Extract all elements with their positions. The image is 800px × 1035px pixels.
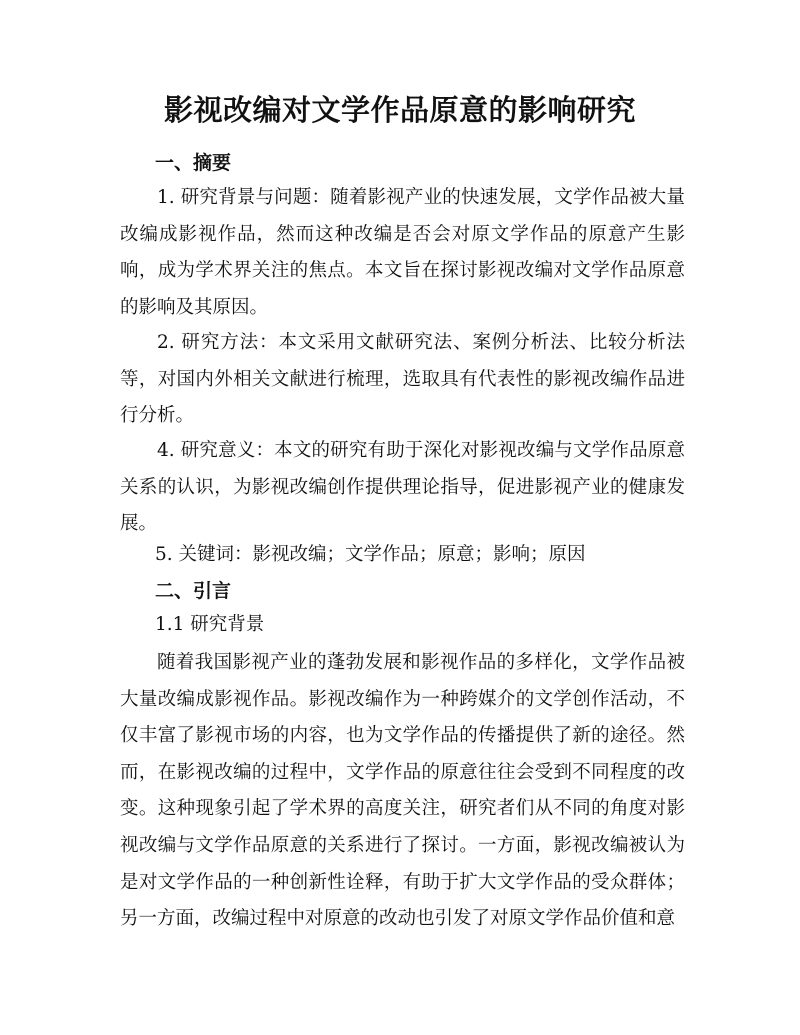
- abstract-paragraph-background: 1. 研究背景与问题：随着影视产业的快速发展，文学作品被大量改编成影视作品，然而这种改编是否会对原文学作品的原意产生影响，成为学术界关注的焦点。本文旨在探讨影视改编对文学作品原意的影响及其原因。: [120, 187, 685, 318]
- document-title: 影视改编对文学作品原意的影响研究: [163, 93, 636, 127]
- introduction-paragraph: 随着我国影视产业的蓬勃发展和影视作品的多样化，文学作品被大量改编成影视作品。影视改编作为一种跨媒介的文学创作活动，不仅丰富了影视市场的内容，也为文学作品的传播提供了新的途径。然而，在影视改编的过程中，文学作品的原意往往会受到不同程度的改变。这种现象引起了学术界的高度关注，研究者们从不同的角度对影视改编与文学作品原意的关系进行了探讨。一方面，影视改编被认为是对文学作品的一种创新性诠释，有助于扩大文学作品的受众群体；另一方面，改编过程中对原意的改动也引发了对原文学作品价值和意: [120, 652, 685, 930]
- abstract-paragraph-methods: 2. 研究方法：本文采用文献研究法、案例分析法、比较分析法等，对国内外相关文献进行梳理，选取具有代表性的影视改编作品进行分析。: [120, 332, 685, 427]
- section-heading-introduction: 二、引言: [155, 580, 232, 602]
- section-heading-abstract: 一、摘要: [155, 152, 232, 174]
- abstract-keywords: 5. 关键词：影视改编；文学作品；原意；影响；原因: [155, 544, 586, 565]
- abstract-paragraph-significance: 4. 研究意义：本文的研究有助于深化对影视改编与文学作品原意关系的认识，为影视改编创作提供理论指导，促进影视产业的健康发展。: [120, 440, 685, 535]
- subsection-heading-research-background: 1.1 研究背景: [155, 614, 265, 635]
